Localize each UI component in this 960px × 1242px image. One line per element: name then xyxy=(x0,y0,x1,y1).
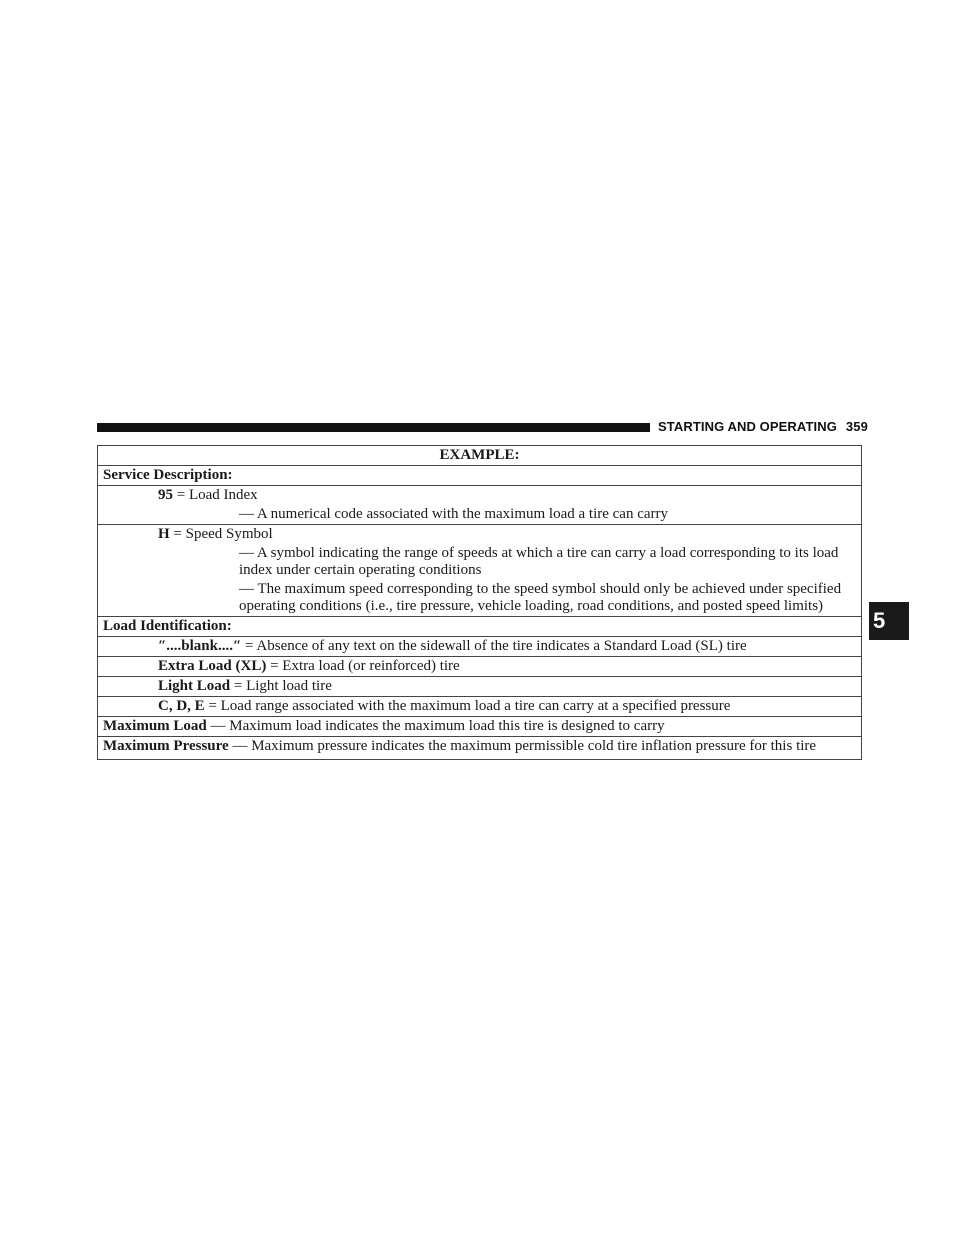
maximum-pressure-row: Maximum Pressure — Maximum pressure indicates the maximum permissible cold tire inflation pressure for this tire xyxy=(98,736,861,759)
running-header xyxy=(658,419,868,435)
chapter-tab: 5 xyxy=(869,602,909,640)
table-title: EXAMPLE: xyxy=(439,447,520,463)
speed-symbol-label: = Speed Symbol xyxy=(173,526,273,542)
section-title: STARTING AND OPERATING xyxy=(658,419,837,434)
load-index-label: = Load Index xyxy=(176,487,258,503)
load-id-item: Extra Load (XL) = Extra load (or reinforced) tire xyxy=(98,656,861,676)
speed-symbol-desc-1: — A symbol indicating the range of speeds at which a tire can carry a load corresponding to its load index under certain operating conditions xyxy=(239,545,839,578)
load-identification-heading: Load Identification: xyxy=(98,616,861,636)
maximum-load-row: Maximum Load — Maximum load indicates the maximum load this tire is designed to carry xyxy=(98,716,861,736)
speed-symbol-code: H xyxy=(158,526,170,542)
load-index-desc: — A numerical code associated with the maximum load a tire can carry xyxy=(239,506,669,522)
tire-marking-example-table xyxy=(97,445,862,760)
load-id-item: C, D, E = Load range associated with the maximum load a tire can carry at a specified pressure xyxy=(98,696,861,716)
load-id-item: ″....blank....″ = Absence of any text on the sidewall of the tire indicates a Standard Load (SL) tire xyxy=(98,636,861,656)
load-index-code: 95 xyxy=(158,487,173,503)
service-description-heading: Service Description: xyxy=(98,465,861,485)
load-id-item: Light Load = Light load tire xyxy=(98,676,861,696)
page-number: 359 xyxy=(845,419,868,434)
header-rule-bar xyxy=(97,423,650,432)
speed-symbol-desc-2: — The maximum speed corresponding to the speed symbol should only be achieved under specified operating conditions (i.e., tire pressure, vehicle loading, road conditions, and posted speed limits) xyxy=(239,581,842,614)
load-index-row xyxy=(98,485,861,524)
speed-symbol-row xyxy=(98,524,861,616)
